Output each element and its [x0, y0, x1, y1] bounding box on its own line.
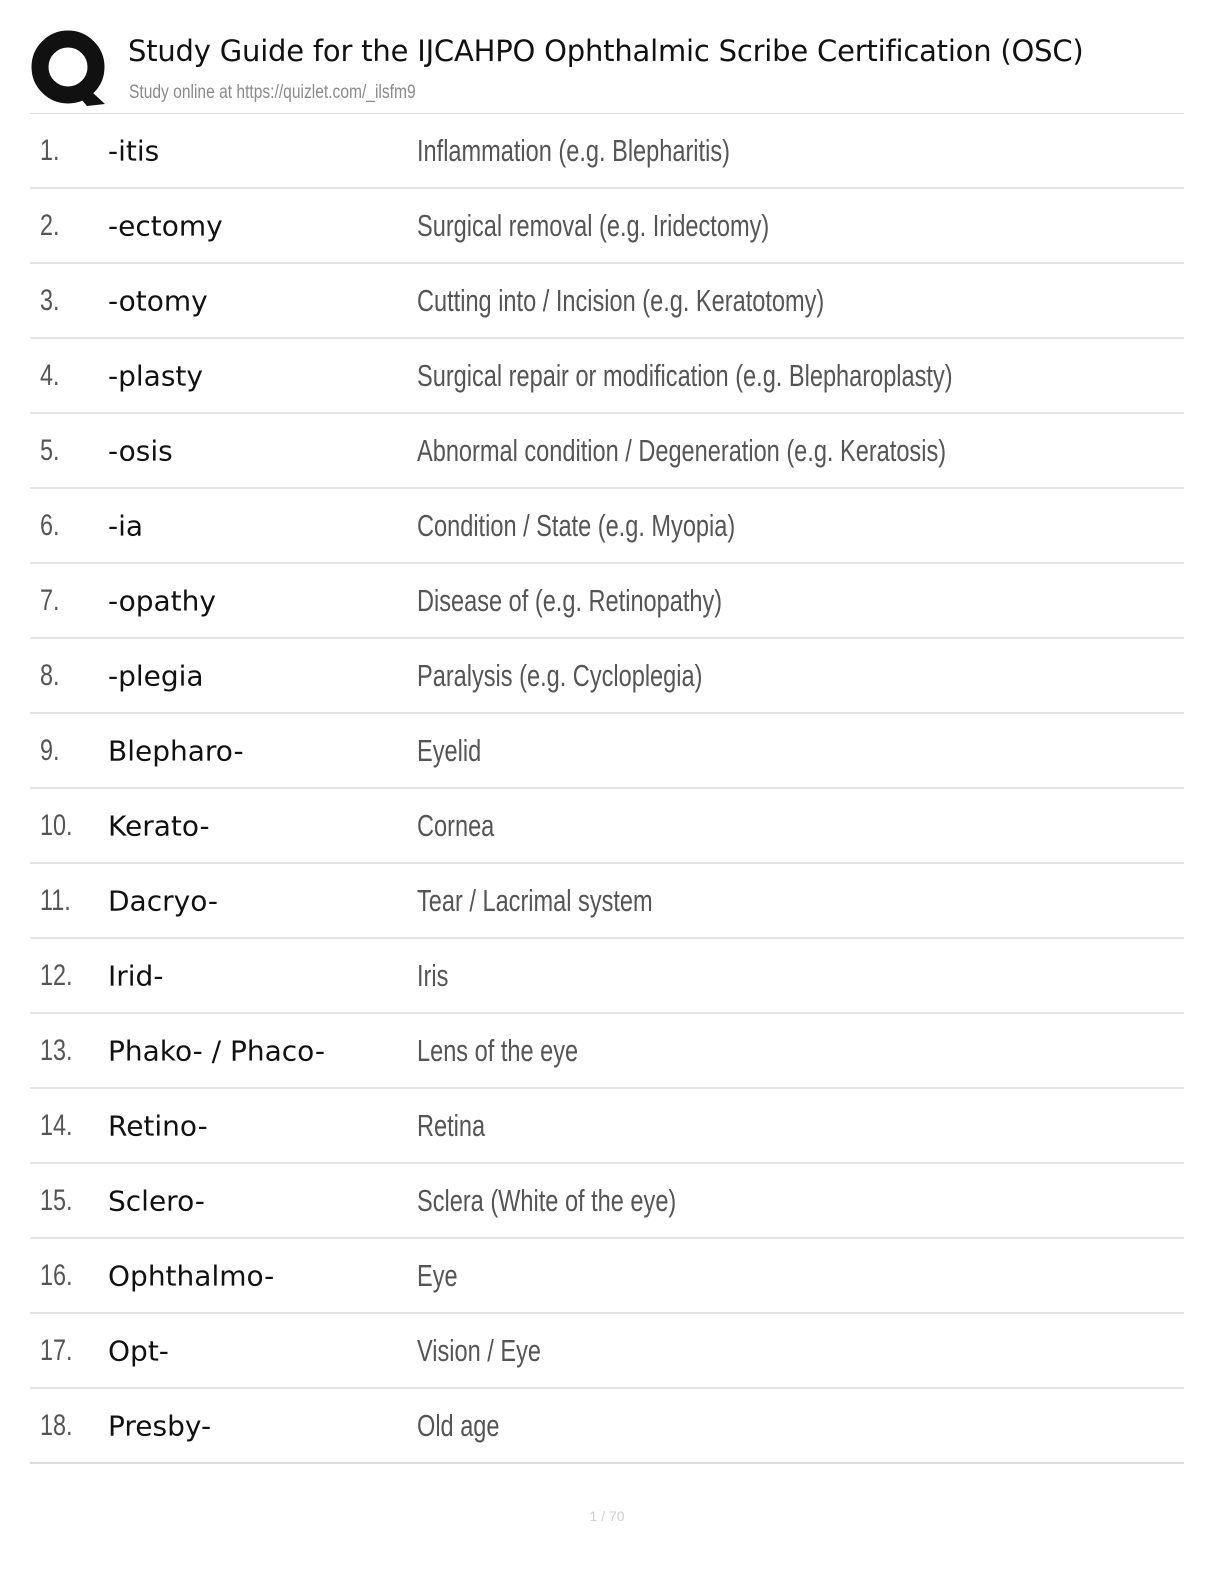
card-definition: Old age [417, 1407, 500, 1443]
card-definition: Abnormal condition / Degeneration (e.g. Keratosis) [417, 432, 947, 468]
card-definition: Surgical removal (e.g. Iridectomy) [417, 207, 770, 243]
card-number: 2. [40, 208, 60, 242]
flashcard-row [30, 339, 1184, 414]
flashcard-row [30, 1164, 1184, 1239]
card-number: 5. [40, 433, 60, 467]
flashcard-row [30, 864, 1184, 939]
card-number: 9. [40, 733, 60, 767]
card-number: 1. [40, 133, 60, 167]
flashcard-row [30, 1089, 1184, 1164]
card-number: 16. [40, 1258, 73, 1292]
card-number: 17. [40, 1333, 73, 1367]
card-definition: Surgical repair or modification (e.g. Blepharoplasty) [417, 357, 953, 393]
card-term: Sclero- [108, 1184, 205, 1217]
study-online-link[interactable]: Study online at https://quizlet.com/_ilsfm9 [129, 82, 416, 103]
flashcard-row [30, 1014, 1184, 1089]
card-definition: Cornea [417, 807, 495, 843]
card-number: 14. [40, 1108, 73, 1142]
quizlet-q-logo-icon [31, 30, 109, 108]
card-definition: Iris [417, 957, 449, 993]
card-number: 3. [40, 283, 60, 317]
card-definition: Sclera (White of the eye) [417, 1182, 677, 1218]
card-definition: Retina [417, 1107, 486, 1143]
page-title: Study Guide for the IJCAHPO Ophthalmic Scribe Certification (OSC) [128, 34, 1084, 68]
flashcard-row [30, 489, 1184, 564]
flashcard-row [30, 264, 1184, 339]
card-term: -otomy [108, 284, 208, 317]
card-definition: Lens of the eye [417, 1032, 579, 1068]
card-term: Phako- / Phaco- [108, 1034, 325, 1067]
card-definition: Condition / State (e.g. Myopia) [417, 507, 736, 543]
flashcard-row [30, 414, 1184, 489]
card-number: 15. [40, 1183, 73, 1217]
card-number: 8. [40, 658, 60, 692]
card-definition: Eyelid [417, 732, 482, 768]
card-term: Ophthalmo- [108, 1259, 275, 1292]
card-term: -itis [108, 134, 160, 167]
card-number: 10. [40, 808, 73, 842]
card-definition: Vision / Eye [417, 1332, 541, 1368]
card-number: 7. [40, 583, 60, 617]
card-definition: Eye [417, 1257, 458, 1293]
flashcard-row [30, 1389, 1184, 1464]
flashcard-row [30, 1314, 1184, 1389]
card-number: 4. [40, 358, 60, 392]
card-definition: Paralysis (e.g. Cycloplegia) [417, 657, 703, 693]
flashcard-row [30, 1239, 1184, 1314]
card-term: Presby- [108, 1409, 212, 1442]
card-term: Irid- [108, 959, 164, 992]
card-term: -opathy [108, 584, 216, 617]
flashcard-row [30, 714, 1184, 789]
card-number: 11. [40, 883, 71, 917]
card-term: Kerato- [108, 809, 210, 842]
card-term: Dacryo- [108, 884, 218, 917]
card-term: Opt- [108, 1334, 169, 1367]
card-number: 6. [40, 508, 60, 542]
card-term: Blepharo- [108, 734, 244, 767]
card-number: 12. [40, 958, 73, 992]
flashcard-list [30, 114, 1184, 1464]
card-number: 18. [40, 1408, 73, 1442]
card-term: -ectomy [108, 209, 223, 242]
card-definition: Tear / Lacrimal system [417, 882, 653, 918]
card-term: -osis [108, 434, 173, 467]
card-term: -ia [108, 509, 144, 542]
card-definition: Disease of (e.g. Retinopathy) [417, 582, 723, 618]
card-term: -plasty [108, 359, 203, 392]
flashcard-row [30, 639, 1184, 714]
page-indicator: 1 / 70 [589, 1508, 625, 1524]
flashcard-row [30, 564, 1184, 639]
flashcard-row [30, 789, 1184, 864]
flashcard-row [30, 189, 1184, 264]
card-definition: Inflammation (e.g. Blepharitis) [417, 132, 730, 168]
card-term: Retino- [108, 1109, 208, 1142]
card-definition: Cutting into / Incision (e.g. Keratotomy) [417, 282, 825, 318]
card-number: 13. [40, 1033, 73, 1067]
flashcard-row [30, 939, 1184, 1014]
card-term: -plegia [108, 659, 204, 692]
flashcard-row [30, 114, 1184, 189]
